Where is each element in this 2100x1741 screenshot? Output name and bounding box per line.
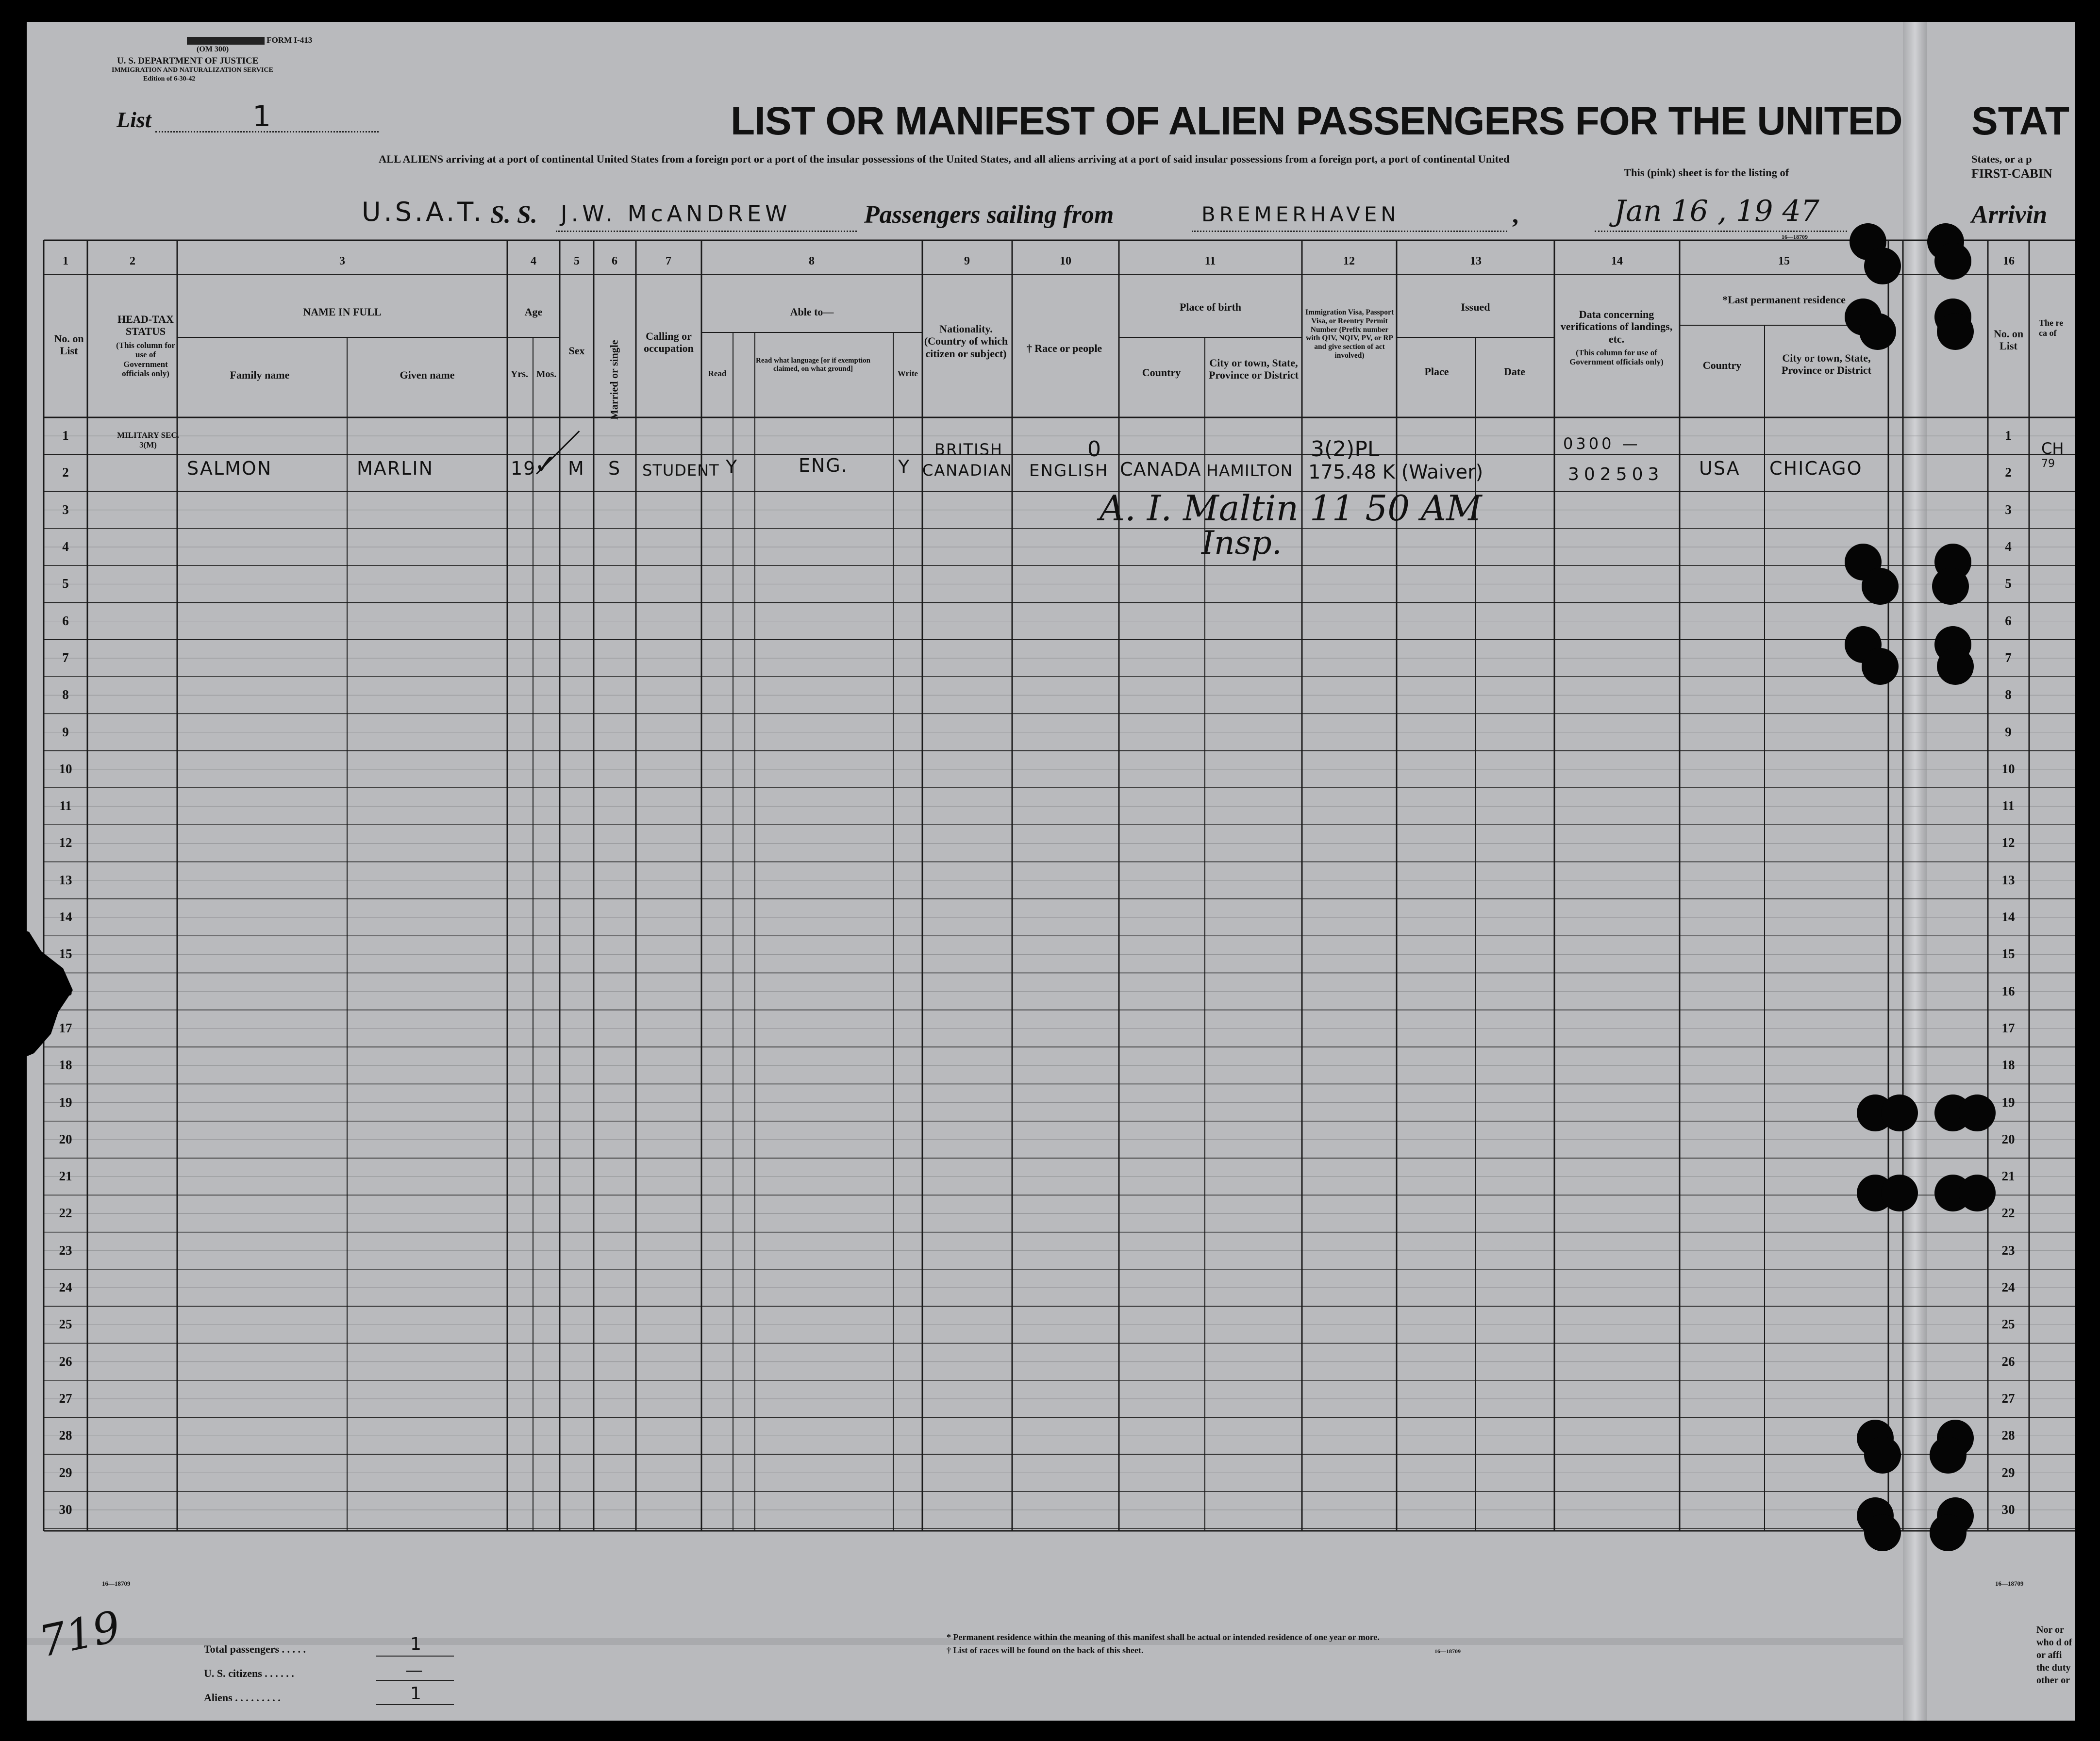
row-number-right: 28	[2001, 1428, 2015, 1443]
header-issued-place: Place	[1424, 365, 1449, 378]
row-number-right: 14	[2001, 910, 2015, 925]
header-no-on-list: No. on List	[54, 332, 84, 357]
total-passengers-value: 1	[410, 1634, 421, 1654]
column-number: 3	[339, 255, 345, 267]
inspector-signature: A. I. Maltin 11 50 AM	[1100, 488, 1482, 529]
row-number-right: 10	[2001, 761, 2015, 776]
manifest-title-continued: STAT	[1971, 99, 2069, 143]
sailing-date: Jan 16 , 19 47	[1614, 194, 1819, 228]
punch-hole	[1881, 1175, 1918, 1211]
header-read: Read	[708, 369, 727, 378]
manifest-sheet	[27, 22, 2075, 1721]
entry-right-partial-1: CH	[2041, 439, 2064, 458]
instruction-right-1: States, or a p	[1971, 153, 2032, 165]
header-married-single: Married or single	[608, 340, 620, 420]
us-citizens-text: U. S. citizens	[204, 1667, 262, 1679]
total-passengers-underline	[376, 1656, 454, 1657]
punch-hole	[1932, 568, 1969, 605]
form-number: FORM I-413	[267, 35, 313, 45]
sailing-comma: ,	[1512, 201, 1518, 229]
header-verifications-title: Data concerning verifications of landings, etc.	[1560, 308, 1673, 345]
row-number-left: 24	[59, 1280, 72, 1295]
column-number: 1	[63, 255, 68, 267]
entry-verification-2: 302503	[1568, 464, 1664, 484]
department-name: U. S. DEPARTMENT OF JUSTICE	[117, 56, 259, 66]
entry-birth-city: HAMILTON	[1206, 461, 1293, 480]
row-number-left: 11	[59, 798, 72, 813]
header-issued: Issued	[1461, 301, 1490, 313]
header-visa: Immigration Visa, Passport Visa, or Reentry Permit Number (Prefix number with QIV, NQIV, PV, or RP and give section of act involved)	[1305, 308, 1394, 360]
row-number-right: 20	[2001, 1131, 2015, 1146]
column-number: 16	[2003, 255, 2015, 267]
sailing-date-underline	[1595, 231, 1847, 232]
entry-nationality-1: BRITISH	[934, 440, 1003, 459]
column-number: 15	[1778, 255, 1790, 267]
header-place-of-birth: Place of birth	[1179, 301, 1242, 313]
row-number-right: 26	[2001, 1354, 2015, 1369]
row-number-left: 6	[62, 613, 69, 628]
aliens-text: Aliens	[204, 1691, 233, 1704]
punch-hole	[1881, 1094, 1918, 1131]
torn-edge	[0, 922, 97, 1068]
header-age-mos: Mos.	[536, 369, 557, 380]
punch-hole	[1864, 1437, 1901, 1474]
ship-prefix-handwritten: U.S.A.T.	[362, 197, 485, 227]
header-name-in-full: NAME IN FULL	[303, 306, 382, 318]
footnote-races: † List of races will be found on the back of this sheet.	[947, 1645, 1144, 1655]
column-number: 10	[1060, 255, 1071, 267]
military-status-stamp: MILITARY SEC. 3(M)	[117, 431, 179, 450]
punch-hole	[1937, 313, 1974, 350]
punch-hole	[1959, 1094, 1996, 1131]
row-number-right: 9	[2005, 724, 2012, 739]
row-number-right: 5	[2005, 576, 2012, 591]
row-number-left: 1	[62, 428, 69, 443]
sailing-label: Passengers sailing from	[864, 201, 1114, 229]
ship-name-underline	[556, 231, 857, 232]
column-number: 11	[1204, 255, 1216, 267]
ship-name: J.W. McANDREW	[561, 200, 791, 227]
row-number-left: 28	[59, 1428, 72, 1443]
row-number-left: 29	[59, 1465, 72, 1480]
punch-hole	[1859, 313, 1896, 350]
punch-hole	[1930, 1514, 1967, 1551]
row-number-right: 3	[2005, 502, 2012, 517]
row-number-right: 19	[2001, 1094, 2015, 1110]
footnote-residence: * Permanent residence within the meaning of this manifest shall be actual or intended residence of one year or more.	[947, 1632, 1380, 1642]
manifest-title: LIST OR MANIFEST OF ALIEN PASSENGERS FOR THE UNITED	[731, 99, 1902, 143]
header-verifications-sub: (This column for use of Government officials only)	[1569, 348, 1664, 367]
header-head-tax	[114, 313, 177, 379]
column-number: 9	[964, 255, 970, 267]
manifest-grid-lines	[27, 22, 2075, 1721]
row-number-left: 14	[59, 910, 72, 925]
row-number-left: 22	[59, 1206, 72, 1221]
header-given-name: Given name	[400, 369, 455, 381]
entry-race: ENGLISH	[1029, 461, 1109, 481]
sailing-port: BREMERHAVEN	[1201, 202, 1400, 226]
header-residence-country: Country	[1702, 359, 1742, 371]
entry-language: ENG.	[799, 455, 848, 476]
list-label: List	[117, 107, 151, 132]
row-number-left: 27	[59, 1391, 72, 1406]
column-number: 2	[130, 255, 135, 267]
total-passengers-text: Total passengers	[204, 1643, 280, 1655]
entry-right-partial-2: 79	[2041, 458, 2055, 470]
row-number-right: 27	[2001, 1391, 2015, 1406]
column-number: 4	[531, 255, 536, 267]
header-partial-right: The re ca of	[2039, 318, 2064, 338]
column-number: 8	[809, 255, 815, 267]
instruction-right-2: FIRST-CABIN	[1971, 166, 2052, 181]
column-number: 7	[666, 255, 671, 267]
entry-given-name: MARLIN	[357, 458, 433, 479]
row-number-right: 30	[2001, 1502, 2015, 1517]
header-calling: Calling or occupation	[644, 330, 694, 355]
row-number-left: 23	[59, 1243, 72, 1258]
row-number-left: 30	[59, 1502, 72, 1517]
row-number-left: 21	[59, 1169, 72, 1184]
header-birth-city: City or town, State, Province or District	[1209, 357, 1299, 381]
row-number-left: 10	[59, 761, 72, 776]
row-number-right: 16	[2001, 983, 2015, 998]
punch-hole	[1937, 648, 1974, 685]
entry-read: Y	[726, 456, 738, 478]
header-age: Age	[524, 306, 543, 318]
column-number: 13	[1470, 255, 1482, 267]
entry-visa-line-2: 175.48 K (Waiver)	[1308, 461, 1483, 483]
header-issued-date: Date	[1504, 365, 1525, 378]
row-number-right: 15	[2001, 946, 2015, 962]
punch-hole	[1862, 648, 1899, 685]
row-number-left: 26	[59, 1354, 72, 1369]
row-number-right: 21	[2001, 1169, 2015, 1184]
header-residence-city: City or town, State, Province or District	[1782, 352, 1871, 377]
header-able-to: Able to—	[790, 306, 834, 318]
header-sex: Sex	[568, 345, 585, 357]
column-number: 6	[612, 255, 617, 267]
list-number: 1	[252, 99, 271, 133]
column-number: 12	[1343, 255, 1355, 267]
row-number-right: 1	[2005, 428, 2012, 443]
entry-residence-city: CHICAGO	[1769, 458, 1863, 479]
entry-age-years: 19	[511, 458, 536, 479]
row-number-right: 7	[2005, 650, 2012, 665]
row-number-left: 13	[59, 872, 72, 887]
row-number-right: 12	[2001, 835, 2015, 850]
header-head-tax-title: HEAD-TAX STATUS	[117, 313, 174, 338]
entry-birth-country: CANADA	[1120, 459, 1201, 480]
instruction-line-2: This (pink) sheet is for the listing of	[1624, 166, 1789, 179]
row-number-right: 24	[2001, 1280, 2015, 1295]
form-number-row	[187, 35, 312, 45]
print-code-top: 16—18709	[1782, 233, 1808, 240]
punch-hole	[1930, 1437, 1967, 1474]
row-number-right: 2	[2005, 465, 2012, 480]
header-birth-country: Country	[1142, 366, 1181, 379]
ship-prefix: S. S.	[490, 201, 537, 229]
header-family-name: Family name	[230, 369, 290, 381]
row-number-left: 17	[59, 1020, 72, 1035]
header-age-yrs: Yrs.	[510, 369, 529, 380]
row-number-right: 6	[2005, 613, 2012, 628]
us-citizens-underline	[376, 1680, 454, 1681]
om-code: (OM 300)	[197, 45, 229, 53]
entry-sex: M	[568, 458, 585, 479]
entry-family-name: SALMON	[187, 458, 272, 479]
entry-occupation: STUDENT	[642, 461, 719, 480]
us-citizens-label: U. S. citizens . . . . . .	[204, 1667, 294, 1679]
row-number-right: 8	[2005, 687, 2012, 702]
row-number-left: 2	[62, 465, 69, 480]
header-no-on-list-right: No. on List	[1993, 328, 2024, 352]
row-number-left: 7	[62, 650, 69, 665]
row-number-left: 12	[59, 835, 72, 850]
header-nationality: Nationality. (Country of which citizen or subject)	[924, 323, 1008, 360]
row-number-left: 9	[62, 724, 69, 739]
inspector-title: Insp.	[1201, 524, 1282, 562]
print-code-bottom-left: 16—18709	[102, 1580, 131, 1587]
header-race: † Race or people	[1026, 342, 1102, 354]
row-number-left: 20	[59, 1131, 72, 1146]
row-number-right: 22	[2001, 1206, 2015, 1221]
punch-hole	[1864, 1514, 1901, 1551]
row-number-left: 15	[59, 946, 72, 962]
header-write: Write	[897, 369, 918, 378]
us-citizens-value: —	[405, 1660, 423, 1680]
column-number: 5	[574, 255, 580, 267]
entry-residence-country: USA	[1699, 458, 1740, 479]
row-number-right: 13	[2001, 872, 2015, 887]
header-head-tax-sub: (This column for use of Government officials only)	[116, 340, 175, 379]
row-number-right: 11	[2002, 798, 2015, 813]
entry-write: Y	[898, 456, 911, 478]
row-number-left: 8	[62, 687, 69, 702]
row-number-right: 23	[2001, 1243, 2015, 1258]
aliens-underline	[376, 1704, 454, 1705]
row-number-left: 25	[59, 1317, 72, 1332]
aliens-label: Aliens . . . . . . . . .	[204, 1691, 281, 1704]
entry-verification-1: 0300 —	[1563, 434, 1641, 453]
arriving-label: Arrivin	[1971, 201, 2048, 229]
form-edition: Edition of 6-30-42	[143, 75, 196, 83]
entry-marital-status: S	[608, 458, 621, 479]
row-number-right: 17	[2001, 1020, 2015, 1035]
punch-hole	[1959, 1175, 1996, 1211]
header-verifications	[1556, 308, 1677, 367]
row-number-left: 4	[62, 539, 69, 554]
column-number: 14	[1611, 255, 1623, 267]
row-number-left: 5	[62, 576, 69, 591]
header-read-language: Read what language [or if exemption claimed, on what ground]	[756, 357, 870, 373]
row-number-right: 25	[2001, 1317, 2015, 1332]
punch-hole	[1934, 243, 1971, 280]
punch-hole	[1862, 568, 1899, 605]
row-number-right: 29	[2001, 1465, 2015, 1480]
row-number-right: 4	[2005, 539, 2012, 554]
header-last-residence: *Last permanent residence	[1722, 294, 1846, 306]
instruction-line-1: ALL ALIENS arriving at a port of continental United States from a foreign port or a port of the insular possessions of the United States, and all aliens arriving at a port of said insular possessions from a foreign port, a port of continental United	[379, 153, 1510, 165]
sailing-port-underline	[1192, 231, 1507, 232]
entry-age-months: ✓	[534, 449, 557, 481]
entry-nationality-2: CANADIAN	[922, 461, 1013, 480]
handwritten-page-number: 719	[34, 1601, 125, 1667]
row-number-right: 18	[2001, 1058, 2015, 1073]
footnote-code: 16—18709	[1434, 1648, 1461, 1655]
punch-hole	[1864, 248, 1901, 284]
service-name: IMMIGRATION AND NATURALIZATION SERVICE	[112, 66, 273, 74]
row-number-left: 3	[62, 502, 69, 517]
print-code-bottom-right: 16—18709	[1995, 1580, 2024, 1587]
entry-race-mark: 0	[1087, 437, 1101, 462]
footnote-right-partial: Nor or who d of or affi the duty other or	[2036, 1625, 2072, 1686]
row-number-left: 19	[59, 1094, 72, 1110]
row-number-left: 18	[59, 1058, 72, 1073]
entry-visa-line-1: 3(2)PL	[1311, 437, 1380, 462]
total-passengers-label: Total passengers . . . . .	[204, 1643, 306, 1655]
aliens-value: 1	[410, 1684, 421, 1704]
